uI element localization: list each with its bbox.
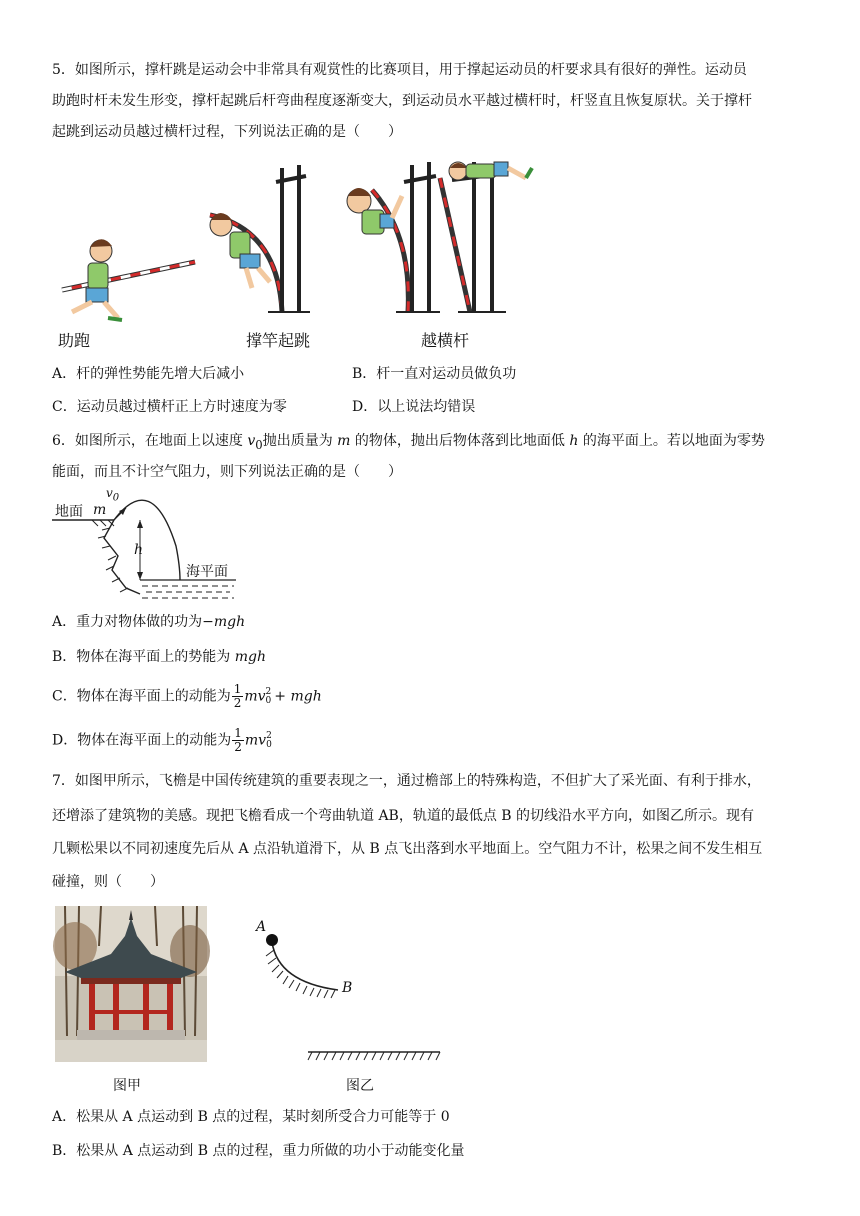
q5-option-b[interactable]: B．杆一直对运动员做负功 xyxy=(352,366,517,382)
q5-stem-line-1: 5．如图所示，撑杆跳是运动会中非常具有观赏性的比赛项目，用于撑起运动员的杆要求具有很好的弹性。运动员 xyxy=(52,62,747,78)
fig-ground-label: 地面 xyxy=(55,504,83,520)
fig-velocity-label: $v_0$ xyxy=(106,486,120,504)
q6-option-c[interactable]: C．物体在海平面上的动能为 $\frac{1}{2}$ mv 2 0 + mgh xyxy=(52,682,322,710)
q7-stem-line-1: 7．如图甲所示，飞檐是中国传统建筑的重要表现之一，通过檐部上的特殊构造，不但扩大了采光面、有利于排水， xyxy=(52,773,761,789)
q7-option-a[interactable]: A．松果从 A 点运动到 B 点的过程，某时刻所受合力可能等于 0 xyxy=(52,1109,450,1125)
q7-stem-line-2: 还增添了建筑物的美感。现把飞檐看成一个弯曲轨道 AB，轨道的最低点 B 的切线沿水平方向，如图乙所示。现有 xyxy=(52,808,755,824)
fig-sea-label: 海平面 xyxy=(186,564,228,580)
takeoff-figure xyxy=(210,165,310,312)
q6-option-d[interactable]: D．物体在海平面上的动能为 $\frac{1}{2}$ mv 2 0 xyxy=(52,726,272,754)
fig-point-a-label: A xyxy=(256,919,267,935)
q6-option-b[interactable]: B．物体在海平面上的势能为 mgh xyxy=(52,649,267,665)
pavilion-photo xyxy=(55,906,207,1062)
caption-run: 助跑 xyxy=(58,331,91,350)
q5-option-d[interactable]: D．以上说法均错误 xyxy=(352,399,476,415)
q6-option-a[interactable]: A．重力对物体做的功为−mgh xyxy=(52,614,246,630)
over-bar-figure xyxy=(347,162,532,312)
q7-stem-line-3: 几颗松果以不同初速度先后从 A 点沿轨道滑下，从 B 点飞出落到水平地面上。空气阻力不计，松果之间不发生相互 xyxy=(52,841,763,857)
q5-option-a[interactable]: A．杆的弹性势能先增大后减小 xyxy=(52,366,245,382)
q5-stem-line-2: 助跑时杆未发生形变，撑杆起跳后杆弯曲程度逐渐变大，到运动员水平越过横杆时，杆竖直且恢复原状。关于撑杆 xyxy=(52,93,752,109)
q7-option-b[interactable]: B．松果从 A 点运动到 B 点的过程，重力所做的功小于动能变化量 xyxy=(52,1143,465,1159)
q6-stem-line-2: 能面，而且不计空气阻力，则下列说法正确的是（ ） xyxy=(52,464,402,480)
caption-takeoff: 撑竿起跳 xyxy=(246,331,311,350)
q7-stem-line-4: 碰撞，则（ ） xyxy=(52,874,164,890)
projectile-cliff-figure xyxy=(0,0,260,120)
fig-mass-label: m xyxy=(93,502,107,518)
q5-stem-line-3: 起跳到运动员越过横杆过程，下列说法正确的是（ ） xyxy=(52,124,402,140)
fig-point-b-label: B xyxy=(342,980,353,996)
caption-figure-jia: 图甲 xyxy=(113,1078,141,1094)
caption-over-bar: 越横杆 xyxy=(421,331,470,350)
q5-option-c[interactable]: C．运动员越过横杆正上方时速度为零 xyxy=(52,399,287,415)
runner-figure xyxy=(62,239,195,320)
curved-track-figure xyxy=(250,920,470,1060)
caption-figure-yi: 图乙 xyxy=(346,1078,374,1094)
fig-height-label: h xyxy=(134,542,144,558)
q6-stem-line-1: 6．如图所示，在地面上以速度 $v_0$抛出质量为 m 的物体，抛出后物体落到比地面低 h 的海平面上。若以地面为零势 xyxy=(52,433,765,452)
